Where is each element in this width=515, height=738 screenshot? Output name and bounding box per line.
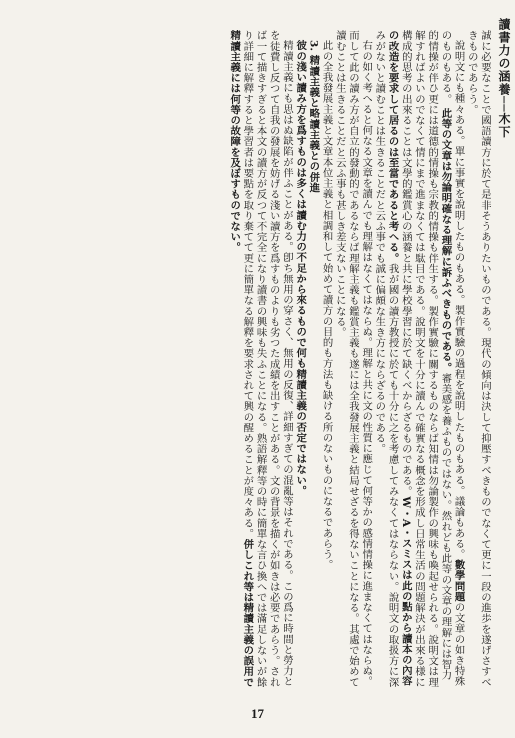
paragraph-2 (372, 30, 464, 690)
paragraph-3-text-b: 我が國の讀方教授に於ても十分に之を考慮してみなくてはならない。說明文の取扱方に深みがないと讀むことは生きることだと云ふ事でも誠に偏頗な生き方にならざるのである。 (373, 30, 399, 688)
paragraph-6-emphasis: 併しこれ等は精讀主義の誤用で精讀主義には何等の故障を及ぼすものでない。 (228, 30, 254, 688)
paragraph-4b (319, 30, 332, 690)
paragraph-1-text: 誠に必要なことで國語讀方に於て是非そうありたいものである。現代の傾向は決して抑壓すべきものでなくて更に一段の進歩を遂げさすべきものであらう。 (465, 30, 491, 688)
paragraph-5-emphasis: 彼の淺い讀み方を爲すものは多くは讀む力の不足から來るもので何も精讀主義の否定ではない。 (294, 40, 307, 497)
paragraph-4-text-b: 此の全我發展主義と文章本位主義と相調和して始めて讀方の目的も方法も缺ける所のないものになるであらう。 (320, 40, 333, 571)
section-title: 精讀主義と略讀主義との併進 (307, 55, 320, 194)
section-number: 3. (307, 40, 320, 52)
paragraph-5 (293, 30, 306, 690)
section-heading (306, 30, 319, 690)
paragraph-6 (227, 30, 293, 690)
paragraph-3-emphasis-b: W・A・スミスは此の點から讀本の內容の改造を要求して居るのは至當であると考へる。 (386, 30, 412, 687)
paragraph-2-text: 說明文にも種々ある。單に事實を說明したものもある。製作實驗の過程を說明したものもある。議論もある。 (452, 40, 465, 560)
paragraph-2-emphasis: 數學問題 (452, 559, 465, 603)
paragraph-3-emphasis-a: 此等の文章は勿論明確なる理解に訴ふべきものである。 (439, 107, 452, 373)
paragraph-3-text-a: 審美感を養ふものではない。然れども此等の文章の理解には智力的情操が伴ひ更には道德的情操も宗教的情操も伴生する。製作實驗に關するものならば知情は勿論製作の興味も喚起せられる。說明文は理解すればよいのでなくて情にまで進まなくては駄目である。說明文を十分に讀んで確實なる概念を形成し日常生活の問題解決が出來る様に構成的思考の出來ることは文學的鑑賞心の涵養と共に學校學習に於て缺くべからざるものである。 (399, 30, 452, 688)
paragraph-1 (465, 30, 491, 690)
paragraph-4-text-a: 右の如く考へると何なる文章を讀んでも理解はなくてはならぬ。理解と共に文の性質に應じて何等かの感情情操に進まなくてはならぬ。而して此の讀み方が自立的發動的であるならば理解主義も鑑賞主義も遂には全我發展主義と結局せざるを得ないことになる。其處で始めて讀むことは生きることだと云ふ事も甚しき差支ないことになる。 (333, 30, 373, 688)
paragraph-4 (333, 30, 373, 690)
paragraph-2-text-end: の文章の如き特殊のものもある。 (439, 30, 465, 688)
paragraph-6-text: 精讀主義にも思はぬ缺陷が伴ふことがある。卽ち無用の穿さく、無用の反復、詳細すぎての混亂等はそれである。この爲に時間と勞力とを徒費し反つて自我の發展を妨げる淺い讀方を爲すものよりも劣つた成績を出すことがある。文の背景を描くが如きは必要であらう。されば一て描きすぎると本文の讀方が反つて不完全になり讀書の興味も失ふことになる。熟語解釋等の時に簡單な言ひ換へでは滿足しないが餘り詳細に解釋すると學習者は要點を取り棄てて更に簡單なる解釋を要求されて興の醒めることが度々ある。 (241, 30, 293, 688)
body-text (17, 30, 491, 690)
running-header: 讀書力の涵養──木下 (497, 18, 511, 139)
page-number: 17 (251, 706, 264, 721)
